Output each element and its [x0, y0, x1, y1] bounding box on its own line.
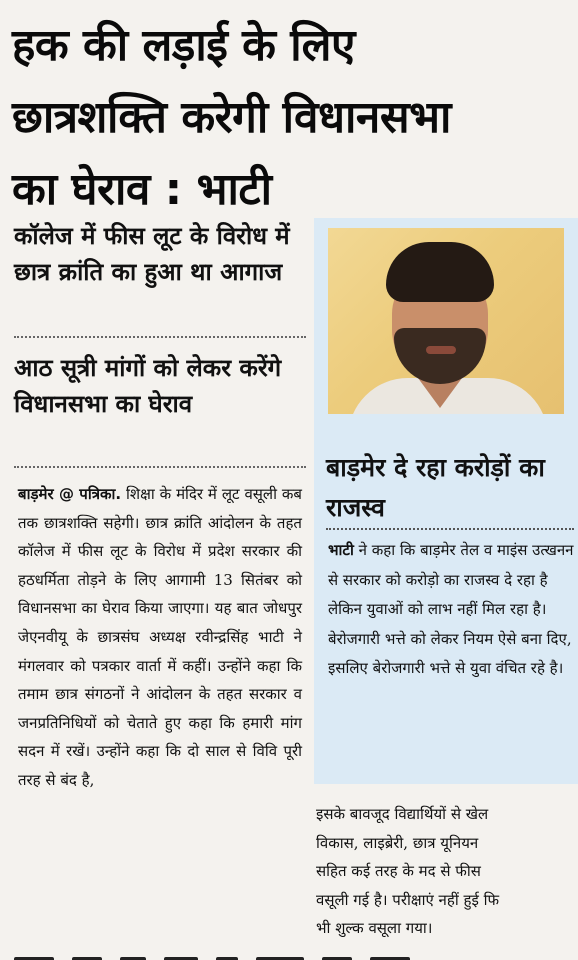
cropped-next-line [14, 948, 574, 960]
article-line: इसके बावजूद विद्यार्थियों से खेल [316, 805, 489, 823]
sidebar-title: बाड़मेर दे रहा करोड़ों का राजस्व [326, 453, 545, 522]
divider [14, 466, 306, 468]
divider [14, 336, 306, 338]
divider [326, 528, 574, 530]
sidebar-body [328, 536, 574, 684]
headline-line-1: हक की लड़ाई के लिए [12, 20, 355, 71]
dateline: बाड़मेर @ पत्रिका. [18, 485, 122, 503]
article-line: वसूली गई है। परीक्षाएं नहीं हुई फि [316, 890, 500, 909]
sidebar-lead: भाटी [328, 541, 354, 559]
article-body-right [316, 800, 578, 943]
article-line: भी शुल्क वसूला गया। [316, 919, 433, 938]
headline-line-2: छात्रशक्ति करेगी विधानसभा [12, 92, 451, 143]
subheadline-eight-demands: आठ सूत्री मांगों को लेकर करेंगे विधानसभा का घेराव [14, 354, 282, 418]
article-line: विकास, लाइब्रेरी, छात्र यूनियन [316, 833, 479, 852]
headline-line-3: का घेराव : भाटी [12, 164, 272, 215]
portrait-photo [328, 228, 564, 414]
article-text: शिक्षा के मंदिर में लूट वसूली कब तक छात्रशक्ति सहेगी। छात्र क्रांति आंदोलन के तहत कॉलेज में फीस लूट के विरोध में प्रदेश सरकार की हठधर्मिता तोड़ने के लिए आगामी 13 सितंबर को विधानसभा का घेराव किया जाएगा। यह बात जोधपुर जेएनवीयू के छात्रसंघ अध्यक्ष रवीन्द्रसिंह भाटी ने मंगलवार को पत्रकार वार्ता में कहीं। उन्होंने कहा कि तमाम छात्र संगठनों ने आंदोलन के तहत सरकार व जनप्रतिनिधियों को चेताते हुए कहा कि हमारी मांग सदन में रखें। उन्होंने कहा कि दो साल से विवि पूरी तरह से बंद है, [18, 485, 302, 789]
headline [12, 10, 572, 226]
article-body-left [18, 480, 302, 795]
subheadline-protest-origin: कॉलेज में फीस लूट के विरोध में छात्र क्रांति का हुआ था आगाज [14, 222, 290, 286]
sidebar-text: ने कहा कि बाड़मेर तेल व माइंस उत्खनन से सरकार को करोड़ो का राजस्व दे रहा है लेकिन युवाओं को लाभ नहीं मिल रहा है। बेरोजगारी भत्ते को लेकर नियम ऐसे बना दिए, इसलिए बेरोजगारी भत्ते से युवा वंचित रहे है। [328, 541, 574, 677]
article-line: सहित कई तरह के मद से फीस [316, 862, 481, 881]
sidebar-box [314, 218, 578, 784]
